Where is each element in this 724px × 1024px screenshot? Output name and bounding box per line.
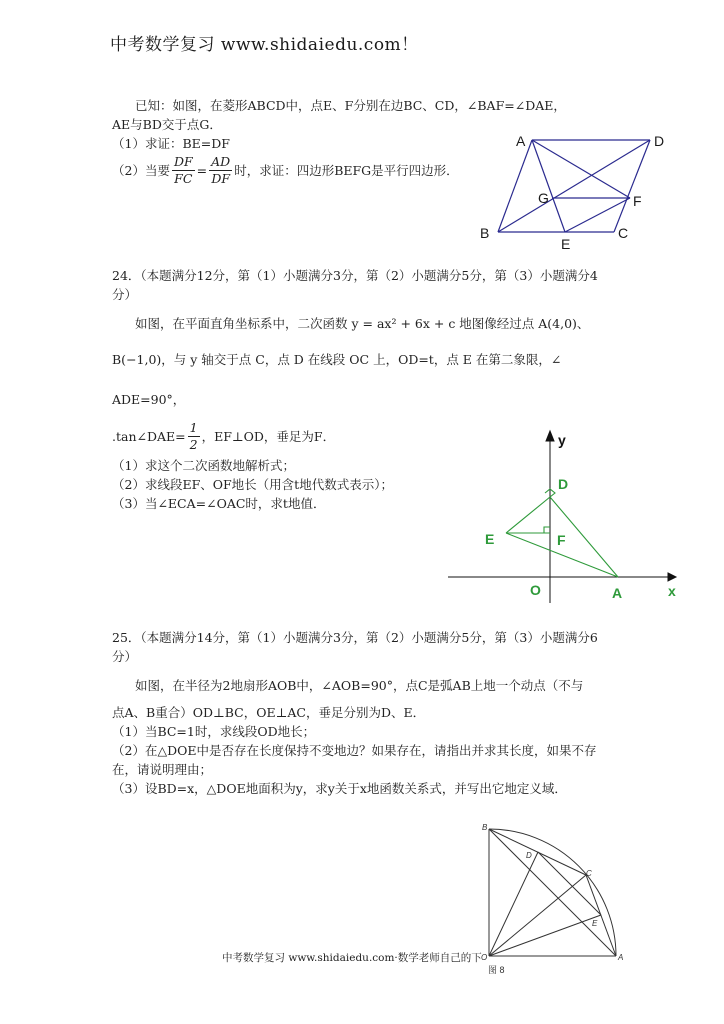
q24-tan-pre: .tan∠DAE= bbox=[112, 428, 186, 444]
q23-part2 bbox=[112, 154, 459, 187]
segment-ae bbox=[532, 140, 565, 232]
q23-fraction-df-fc bbox=[172, 154, 195, 187]
q24-body-line3: ADE=90°， bbox=[112, 392, 186, 407]
label-d: D bbox=[526, 851, 532, 860]
q25-part2a: （2）在△DOE中是否存在长度保持不变地边？如果存在，请指出并求其长度，如果不存 bbox=[112, 743, 597, 758]
q25-body-line2: 点A、B重合）OD⊥BC，OE⊥AC，垂足分别为D、E． bbox=[112, 705, 426, 720]
q24-fraction-half bbox=[188, 420, 200, 453]
segment-de bbox=[506, 497, 550, 533]
fraction-numerator: AD bbox=[211, 154, 231, 169]
q24-header-line2: 分） bbox=[112, 287, 138, 302]
q24-part1: （1）求这个二次函数地解析式； bbox=[112, 458, 295, 473]
label-a: A bbox=[612, 585, 623, 601]
label-d: D bbox=[558, 476, 569, 492]
fraction-denominator: 2 bbox=[189, 437, 198, 452]
label-o: O bbox=[481, 953, 488, 962]
label-f: F bbox=[633, 193, 642, 209]
label-g: G bbox=[538, 190, 549, 206]
segment-ba bbox=[489, 829, 616, 956]
q24-part3: （3）当∠ECA=∠OAC时，求t地值． bbox=[112, 496, 326, 511]
q25-body-line1: 如图，在半径为2地扇形AOB中，∠AOB=90°，点C是弧AB上地一个动点（不与 bbox=[135, 678, 584, 693]
x-axis-arrow-icon bbox=[668, 573, 676, 581]
label-e: E bbox=[561, 236, 571, 252]
q25-header-line2: 分） bbox=[112, 649, 138, 664]
page-footer: 中考数学复习 www.shidaiedu.com·数学老师自己的下 bbox=[222, 952, 482, 964]
fraction-numerator: DF bbox=[173, 154, 193, 169]
label-a: A bbox=[618, 953, 624, 962]
label-x: x bbox=[668, 583, 676, 599]
q23-equals: = bbox=[196, 162, 208, 178]
q24-body-line1: 如图，在平面直角坐标系中，二次函数 y = ax² + 6x + c 地图像经过点 A(4,0)、 bbox=[135, 316, 590, 331]
label-f: F bbox=[557, 532, 566, 548]
label-a: A bbox=[516, 133, 526, 149]
q25-part3: （3）设BD=x，△DOE地面积为y，求y关于x地函数关系式，并写出它地定义域． bbox=[112, 781, 567, 796]
q24-part2: （2）求线段EF、OF地长（用含t地代数式表示）； bbox=[112, 477, 393, 492]
q25-part1: （1）当BC=1时，求线段OD地长； bbox=[112, 724, 316, 739]
q25-part2b: 在，请说明理由； bbox=[112, 762, 213, 777]
label-b: B bbox=[480, 225, 490, 241]
q23-rhombus-figure bbox=[470, 128, 680, 253]
fraction-denominator: DF bbox=[211, 171, 231, 186]
label-d: D bbox=[654, 133, 665, 149]
q24-header-line1: 24．（本题满分12分，第（1）小题满分3分，第（2）小题满分5分，第（3）小题满分4 bbox=[112, 268, 598, 283]
diagonal-bd bbox=[498, 140, 650, 232]
right-angle-mark-f bbox=[544, 527, 550, 533]
q25-header-line1: 25．（本题满分14分，第（1）小题满分3分，第（2）小题满分5分，第（3）小题满分6 bbox=[112, 630, 598, 645]
q23-part2-pre: （2）当要 bbox=[112, 162, 170, 178]
q23-part1: （1）求证：BE=DF bbox=[112, 136, 230, 151]
q24-tan-post: ，EF⊥OD，垂足为F． bbox=[201, 428, 336, 444]
q24-body-line2: B(−1,0)，与 y 轴交于点 C，点 D 在线段 OC 上，OD=t，点 E 在第二象限，∠ bbox=[112, 352, 562, 367]
figure-caption: 图 8 bbox=[488, 965, 505, 975]
q24-body-line4 bbox=[112, 420, 335, 453]
fraction-denominator: FC bbox=[174, 171, 193, 186]
label-b: B bbox=[482, 823, 488, 832]
segment-oc bbox=[489, 875, 586, 956]
q25-sector-figure bbox=[478, 818, 628, 978]
y-axis-arrow-icon bbox=[546, 431, 554, 441]
q24-coordinate-figure bbox=[430, 425, 700, 605]
q23-line2: AE与BD交于点G． bbox=[112, 117, 222, 132]
label-c: C bbox=[586, 869, 592, 878]
segment-de bbox=[538, 852, 601, 915]
q23-line1: 已知：如图，在菱形ABCD中，点E、F分别在边BC、CD，∠BAF=∠DAE， bbox=[135, 98, 566, 113]
q23-fraction-ad-df bbox=[209, 154, 232, 187]
label-e: E bbox=[485, 531, 495, 547]
edge-ab bbox=[498, 140, 532, 232]
q23-part2-post: 时，求证：四边形BEFG是平行四边形． bbox=[234, 162, 459, 178]
label-e: E bbox=[592, 919, 598, 928]
label-o: O bbox=[530, 582, 541, 598]
label-y: y bbox=[558, 432, 566, 448]
page-header-title: 中考数学复习 www.shidaiedu.com！ bbox=[110, 35, 419, 55]
edge-dc bbox=[614, 140, 650, 232]
fraction-numerator: 1 bbox=[189, 420, 198, 435]
label-c: C bbox=[618, 225, 629, 241]
